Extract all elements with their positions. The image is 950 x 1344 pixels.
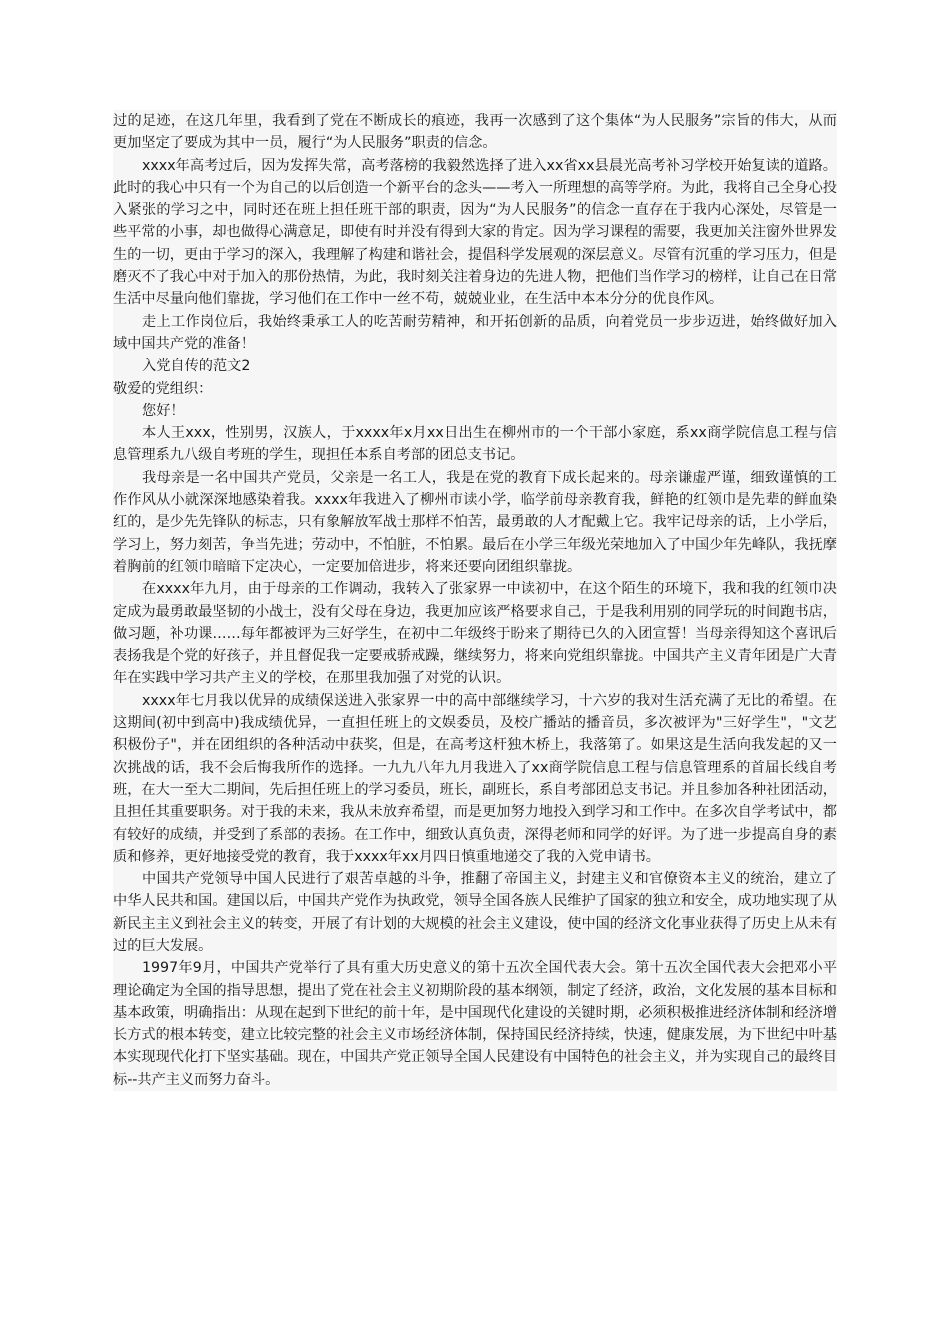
paragraph-fifteenth-congress: 1997年9月，中国共产党举行了具有重大历史意义的第十五次全国代表大会。第十五次全国代表大会把邓小平理论确定为全国的指导思想，提出了党在社会主义初期阶段的基本纲领，制定了经济，政治，文化发展的基本目标和基本政策，明确指出：从现在起到下世纪的前十年，是中国现代化建设的关键时期，必须积极推进经济体制和经济增长方式的根本转变，建立比较完整的社会主义市场经济体制，保持国民经济持续，快速，健康发展，为下世纪中叶基本实现现代化打下坚实基础。现在，中国共产党正领导全国人民建设有中国特色的社会主义，并为实现自己的最终目标--共产主义而努力奋斗。: [113, 960, 837, 1088]
paragraph-junior-school: 在xxxx年九月，由于母亲的工作调动，我转入了张家界一中读初中，在这个陌生的环境下，我和我的红领巾决定成为最勇敢最坚韧的小战士，没有父母在身边，我更加应该严格要求自己，于是我利用别的同学玩的时间跑书店，做习题，补功课……每年都被评为三好学生，在初中二年级终于盼来了期待已久的入团宣誓！当母亲得知这个喜讯后表扬我是个党的好孩子，并且督促我一定要戒骄戒躁，继续努力，将来向党组织靠拢。中国共产主义青年团是广大青年在实践中学习共产主义的学校，在那里我加强了对党的认识。: [113, 581, 837, 687]
paragraph-high-school: xxxx年七月我以优异的成绩保送进入张家界一中的高中部继续学习，十六岁的我对生活充满了无比的希望。在这期间(初中到高中)我成绩优异，一直担任班上的文娱委员，及校广播站的播音员，多次被评为"三好学生"，"文艺积极份子"，并在团组织的各种活动中获奖，但是，在高考这杆独木桥上，我落第了。如果这是生活向我发起的又一次挑战的话，我不会后悔我所作的选择。一九九八年九月我进入了xx商学院信息工程与信息管理系的首届长线自考班，在大一至大二期间，先后担任班上的学习委员，班长，副班长，系自考部团总支书记。并且参加各种社团活动，且担任其重要职务。对于我的未来，我从未放弃希望，而是更加努力地投入到学习和工作中。在多次自学考试中，都有较好的成绩，并受到了系部的表扬。在工作中，细致认真负责，深得老师和同学的好评。为了进一步提高自身的素质和修养，更好地接受党的教育，我于xxxx年xx月四日慎重地递交了我的入党申请书。: [113, 692, 837, 865]
salutation: 敬爱的党组织：: [113, 380, 213, 397]
section-heading: 入党自传的范文2: [142, 358, 251, 375]
paragraph-repeat-exam: xxxx年高考过后，因为发挥失常，高考落榜的我毅然选择了进入xx省xx县晨光高考补习学校开始复读的道路。此时的我心中只有一个为自己的以后创造一个新平台的念头——考入一所理想的高等学府。为此，我将自己全身心投入紧张的学习之中，同时还在班上担任班干部的职责，因为“为人民服务”的信念一直存在于我内心深处，尽管是一些平常的小事，却也做得心满意足，即使有时并没有得到大家的肯定。因为学习课程的需要，我更加关注窗外世界发生的一切，更由于学习的深入，我理解了构建和谐社会，提倡科学发展观的深层意义。尽管有沉重的学习压力，但是磨灭不了我心中对于加入的那份热情，为此，我时刻关注着身边的先进人物，把他们当作学习的榜样，让自己在日常生活中尽量向他们靠拢，学习他们在工作中一丝不苟，兢兢业业，在生活中本本分分的优良作风。: [113, 157, 837, 308]
paragraph-continuation: 过的足迹，在这几年里，我看到了党在不断成长的痕迹，我再一次感到了这个集体“为人民服务”宗旨的伟大，从而更加坚定了要成为其中一员，履行“为人民服务”职责的信念。: [113, 113, 837, 152]
paragraph-work: 走上工作岗位后，我始终秉承工人的吃苦耐劳精神，和开拓创新的品质，向着党员一步步迈进，始终做好加入域中国共产党的准备！: [113, 313, 837, 352]
paragraph-party-history: 中国共产党领导中国人民进行了艰苦卓越的斗争，推翻了帝国主义，封建主义和官僚资本主义的统治，建立了中华人民共和国。建国以后，中国共产党作为执政党，领导全国各族人民维护了国家的独立和安全，成功地实现了从新民主主义到社会主义的转变，开展了有计划的大规模的社会主义建设，使中国的经济文化事业获得了历史上从未有过的巨大发展。: [113, 871, 837, 954]
paragraph-intro: 本人王xxx，性别男，汉族人，于xxxx年x月xx日出生在柳州市的一个干部小家庭，系xx商学院信息工程与信息管理系九八级自考班的学生，现担任本系自考部的团总支书记。: [113, 425, 837, 464]
paragraph-family: 我母亲是一名中国共产党员，父亲是一名工人，我是在党的教育下成长起来的。母亲谦虚严谨，细致谨慎的工作作风从小就深深地感染着我。xxxx年我进入了柳州市读小学，临学前母亲教育我，鲜艳的红领巾是先辈的鲜血染红的，是少先先锋队的标志，只有象解放军战士那样不怕苦，最勇敢的人才配戴上它。我牢记母亲的话，上小学后，学习上，努力刻苦，争当先进；劳动中，不怕脏，不怕累。最后在小学三年级光荣地加入了中国少年先峰队，我抚摩着胸前的红领巾暗暗下定决心，一定要加倍进步，将来还要向团组织靠拢。: [113, 469, 837, 575]
greeting: 您好！: [142, 402, 185, 419]
document-page: [113, 110, 837, 1091]
